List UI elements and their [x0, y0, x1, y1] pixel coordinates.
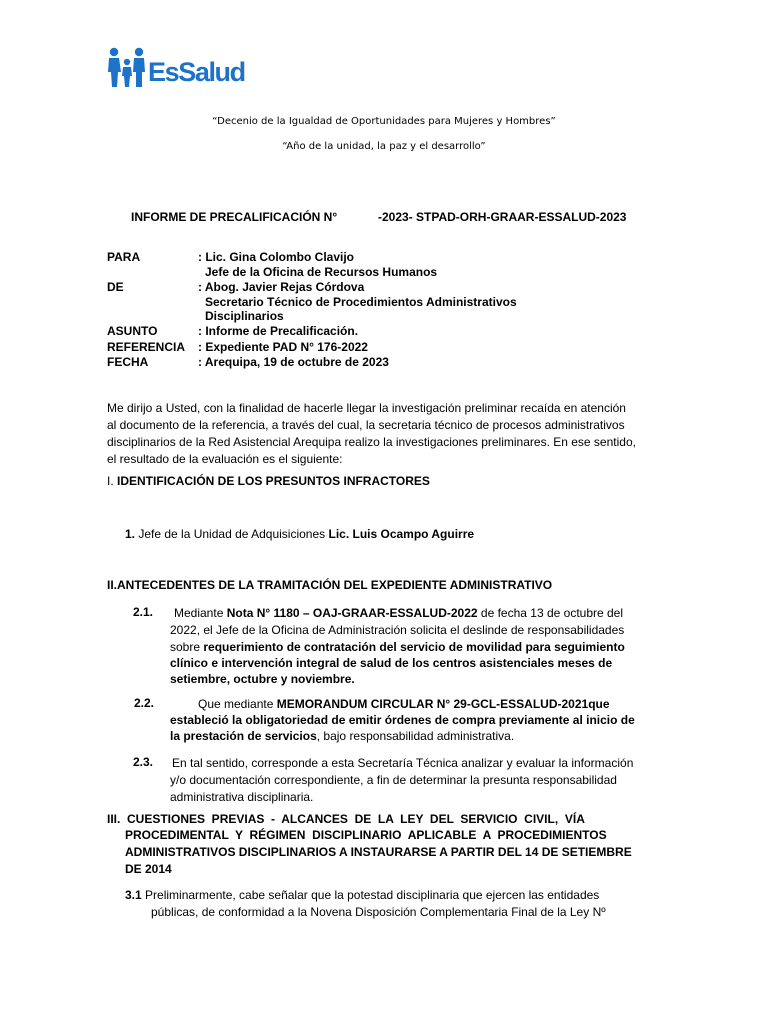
section-3-l1: III. CUESTIONES PREVIAS - ALCANCES DE LA LEY DEL SERVICIO CIVIL, VÍA [107, 812, 585, 826]
item-2-1-line-3 [170, 639, 661, 656]
section-2-title: II.ANTECEDENTES DE LA TRAMITACIÓN DEL EXPEDIENTE ADMINISTRATIVO [107, 578, 553, 592]
item-2-1-text-c: de fecha 13 de octubre del [477, 606, 624, 620]
fecha-label: FECHA [107, 355, 149, 369]
section-3-title-line-2 [125, 828, 661, 842]
item-3-1-text: Preliminarmente, cabe señalar que la potestad disciplinaria que ejercen las entidades [141, 888, 600, 902]
report-title-right: -2023- STPAD-ORH-GRAAR-ESSALUD-2023 [378, 210, 627, 224]
item-2-3-line-1: En tal sentido, corresponde a esta Secretaría Técnica analizar y evaluar la información [172, 756, 634, 770]
item-2-2-line-1 [198, 696, 661, 713]
item-3-1-num: 3.1 [125, 888, 142, 902]
section-3-title-line-3 [125, 845, 661, 859]
item-3-1-line-1 [125, 887, 661, 904]
item-2-1-line-5 [170, 671, 661, 688]
para-value: : Lic. Gina Colombo Clavijo [198, 250, 355, 264]
item-2-1-nota: Nota N° 1180 – OAJ-GRAAR-ESSALUD-2022 [226, 606, 478, 620]
item-2-2-line-2 [170, 712, 661, 729]
infractor-item-name: Lic. Luis Ocampo Aguirre [328, 527, 475, 541]
para-label: PARA [107, 250, 141, 264]
fecha-value: : Arequipa, 19 de octubre de 2023 [198, 355, 389, 369]
de-value-role: Secretario Técnico de Procedimientos Administrativos [205, 295, 517, 309]
section-3-l3: ADMINISTRATIVOS DISCIPLINARIOS A INSTAURARSE A PARTIR DEL 14 DE SETIEMBRE [125, 845, 632, 859]
referencia-value: : Expediente PAD N° 176-2022 [198, 340, 368, 354]
item-2-1-num: 2.1. [133, 605, 154, 619]
logo-text: EsSalud [148, 57, 245, 87]
item-2-1-text-a: Mediante [174, 606, 227, 620]
item-2-2-obligatoriedad: estableció la obligatoriedad de emitir órdenes de compra previamente al inicio de [170, 713, 635, 727]
asunto-value: : Informe de Precalificación. [198, 324, 359, 338]
intro-line-4: el resultado de la evaluación es el siguiente: [107, 452, 343, 466]
essalud-logo [107, 44, 245, 88]
para-value-role: Jefe de la Oficina de Recursos Humanos [205, 265, 438, 279]
item-2-3-line-3: administrativa disciplinaria. [170, 790, 314, 804]
item-2-2-text-a: Que mediante [198, 697, 277, 711]
item-2-3-line-2: y/o documentación correspondiente, a fin de determinar la presunta responsabilidad [170, 773, 617, 787]
item-2-1-clinico: clínico e intervención integral de salud de los centros asistenciales meses de [170, 656, 613, 670]
item-2-1-number [133, 605, 153, 619]
referencia-label: REFERENCIA [107, 340, 186, 354]
item-2-3-number [133, 755, 153, 769]
section-3-l2: PROCEDIMENTAL Y RÉGIMEN DISCIPLINARIO APLICABLE A PROCEDIMIENTOS [125, 828, 607, 842]
infractor-item-number: 1. [125, 527, 136, 541]
item-2-2-responsabilidad: , bajo responsabilidad administrativa. [316, 729, 515, 743]
item-2-3-num: 2.3. [133, 755, 154, 769]
item-2-1-requerimiento: requerimiento de contratación del servicio de movilidad para seguimiento [203, 640, 625, 654]
item-2-2-num: 2.2. [134, 696, 155, 710]
item-2-1-meses: setiembre, octubre y noviembre. [170, 672, 355, 686]
section-3-l4: DE 2014 [125, 862, 172, 876]
family-figures-icon [107, 46, 147, 88]
de-value: : Abog. Javier Rejas Córdova [198, 280, 365, 294]
section-3-title-line-1 [107, 812, 661, 826]
item-2-2-line-3 [170, 728, 661, 745]
intro-line-1: Me dirijo a Usted, con la finalidad de hacerle llegar la investigación preliminar recaída en atención [107, 401, 626, 415]
section-1-title: IDENTIFICACIÓN DE LOS PRESUNTOS INFRACTORES [117, 474, 430, 488]
infractor-item-text: Jefe de la Unidad de Adquisiciones [135, 527, 329, 541]
intro-line-3: disciplinarios de la Red Asistencial Arequipa realizo la investigaciones preliminares. En ese sentido, [107, 435, 636, 449]
section-1-number: I. [107, 474, 118, 488]
report-title-left: INFORME DE PRECALIFICACIÓN N° [131, 210, 338, 224]
section-2-heading [107, 578, 552, 592]
section-1-heading [107, 474, 430, 488]
motto-line-1: “Decenio de la Igualdad de Oportunidades para Mujeres y Hombres” [212, 116, 556, 127]
item-2-2-number [134, 696, 154, 710]
asunto-label: ASUNTO [107, 324, 158, 338]
intro-line-2: al documento de la referencia, a través del cual, la secretaria técnico de procesos administrativos [107, 418, 625, 432]
infractor-item-1 [125, 527, 474, 541]
item-3-1-line-2: públicas, de conformidad a la Novena Disposición Complementaria Final de la Ley Nº [151, 905, 606, 919]
item-2-1-line-1 [170, 605, 661, 622]
de-value-role-2: Disciplinarios [205, 309, 284, 323]
item-2-1-line-4 [170, 655, 661, 672]
de-label: DE [107, 280, 124, 294]
section-3-title-line-4 [125, 862, 172, 876]
motto-line-2: “Año de la unidad, la paz y el desarrollo” [282, 141, 486, 152]
item-2-1-sobre: sobre [170, 640, 204, 654]
item-2-2-memorandum: MEMORANDUM CIRCULAR N° 29-GCL-ESSALUD-2021que [276, 697, 610, 711]
item-2-2-prestacion: la prestación de servicios [170, 729, 317, 743]
item-2-1-line-2: 2022, el Jefe de la Oficina de Administración solicita el deslinde de responsabilidades [170, 623, 625, 637]
